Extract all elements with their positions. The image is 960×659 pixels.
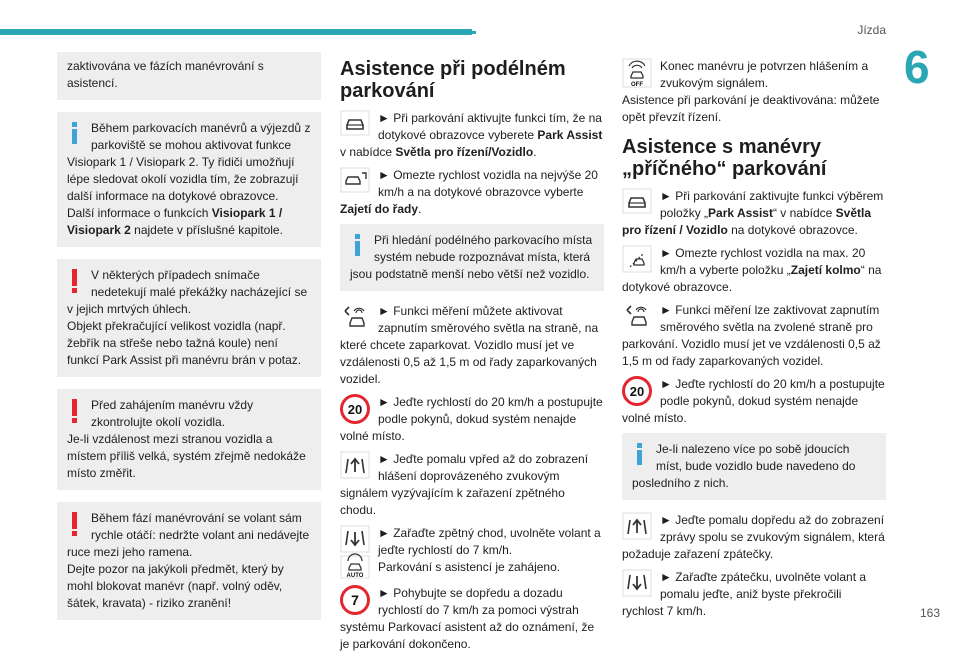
svg-text:OFF: OFF	[631, 82, 643, 88]
header-accent-dot	[472, 31, 476, 34]
step-activate: ► Při parkování aktivujte funkci tím, že na dotykové obrazovce vyberete Park Assist v nabídce Světla pro řízení/Vozidlo.	[340, 111, 603, 159]
warning-icon	[67, 397, 85, 425]
warning-text-2: Dejte pozor na jakýkoli předmět, který by mohl blokovat manévr (např. volný oděv, šátek, kravata) - riziko zranění!	[67, 562, 284, 610]
step-drive-20: 20 ► Jeďte rychlostí do 20 km/h a postupujte podle pokynů, dokud systém nenajde volné místo.	[340, 395, 603, 443]
car-icon	[340, 110, 372, 140]
info-text-2: Další informace o funkcích Visiopark 1 / Visiopark 2 najdete v příslušné kapitole.	[67, 206, 283, 237]
car-icon	[622, 188, 654, 218]
info-text: Během parkovacích manévrů a výjezdů z parkoviště se mohou aktivovat funkce Visiopark 1 / Visiopark 2. Ty řidiči umožňují lépe sledovat okolí vozidla tím, že zobrazují další informace na dotykové obrazovce.	[67, 121, 311, 203]
info-box-multiple-spots	[622, 433, 886, 500]
info-box-spot-size	[340, 224, 604, 291]
warning-icon	[67, 510, 85, 538]
section-heading: Asistence při podélném parkování	[340, 58, 566, 102]
page-number: 163	[919, 606, 940, 620]
reverse-arrow-icon	[622, 569, 654, 599]
warning-text: Během fází manévrování se volant sám rychle otáčí: nedržte volant ani nedávejte ruce mezi jeho ramena.	[67, 511, 310, 559]
indicator-sensor-icon	[622, 302, 654, 332]
sensor-off-icon	[622, 58, 654, 88]
warning-icon	[67, 267, 85, 295]
step-maneuver: 7 ► Pohybujte se dopředu a dozadu rychlostí do 7 km/h za pomoci výstrah systému Parkovací asistent až do oznámení, že je parkování dokončeno.	[340, 586, 595, 651]
header-accent-bar	[0, 29, 472, 35]
column-3	[622, 52, 886, 626]
info-icon	[67, 120, 85, 148]
auto-park-icon	[340, 555, 370, 579]
intro-text: zaktivována ve fázích manévrování s asistencí.	[67, 59, 264, 90]
speed-limit-20-icon	[340, 394, 372, 424]
warning-text: V některých případech snímače nedetekují malé překážky nacházející se v jejich mrtvých úhlech.	[67, 268, 308, 316]
step-indicator: ► Funkci měření lze zaktivovat zapnutím směrového světla na zvolené straně pro parkování. Vozidlo musí jet ve vzdálenosti 0,5 až 1,5 m od řady zaparkovaných vozidel.	[622, 303, 881, 368]
step-speed: ► Omezte rychlost vozidla na nejvýše 20 km/h a na dotykové obrazovce vyberte Zajetí do řady.	[340, 168, 598, 216]
speed-limit-20-icon	[622, 376, 654, 406]
warning-box-sensors	[57, 259, 321, 377]
step-speed: ► Omezte rychlost vozidla na max. 20 km/h a vyberte položku „Zajetí kolmo“ na dotykové obrazovce.	[622, 246, 882, 294]
warning-text-2: Je-li vzdálenost mezi stranou vozidla a místem příliš velká, systém zřejmě nedokáže místo změřit.	[67, 432, 306, 480]
step-forward: ► Jeďte pomalu vpřed až do zobrazení hlášení doprovázeného zvukovým signálem vyzývajícím k zařazení zpětného chodu.	[340, 452, 589, 517]
svg-text:AUTO: AUTO	[346, 573, 364, 579]
section-title: Jízda	[857, 23, 886, 37]
warning-box-surroundings	[57, 389, 321, 490]
indicator-sensor-icon	[340, 303, 372, 333]
step-forward: ► Jeďte pomalu dopředu až do zobrazení zprávy spolu se zvukovým signálem, která požaduje zařazení zpátečky.	[622, 513, 885, 561]
step-reverse: AUTO ► Zařaďte zpětný chod, uvolněte volant a jeďte rychlostí do 7 km/h. Parkování s asistencí je zahájeno.	[340, 525, 604, 579]
warning-text-2: Objekt překračující velikost vozidla (např. žebřík na střeše nebo tažná koule) není funkcí Park Assist při manévru brán v potaz.	[67, 319, 302, 367]
parallel-parking-icon	[340, 167, 372, 197]
speed-limit-7-icon	[340, 585, 372, 615]
speed-limit-label: 7	[351, 592, 359, 608]
column-2	[340, 52, 604, 659]
warning-box-steering	[57, 502, 321, 620]
step-activate: ► Při parkování zaktivujte funkci výběrem položky „Park Assist“ v nabídce Světla pro řízení / Vozidlo na dotykové obrazovce.	[622, 189, 884, 237]
info-text: Je-li nalezeno více po sobě jdoucích míst, bude vozidlo bude navedeno do posledního z nich.	[632, 442, 856, 490]
section-heading: Asistence s manévry „příčného“ parkování	[622, 136, 827, 180]
perpendicular-parking-icon	[622, 245, 654, 275]
reverse-arrow-icon	[340, 525, 372, 577]
continued-box	[57, 52, 321, 100]
chapter-number: 6	[904, 41, 930, 93]
forward-arrow-icon	[340, 451, 372, 481]
step-drive-20: 20 ► Jeďte rychlostí do 20 km/h a postupujte podle pokynů, dokud systém nenajde volné místo.	[622, 377, 885, 425]
info-box-visiopark	[57, 112, 321, 247]
column-1	[57, 52, 321, 632]
forward-arrow-icon	[622, 512, 654, 542]
info-icon	[632, 441, 650, 469]
speed-limit-label: 20	[629, 384, 645, 399]
step-reverse: ► Zařaďte zpátečku, uvolněte volant a pomalu jeďte, aniž byste překročili rychlost 7 km/h.	[622, 570, 867, 618]
speed-limit-label: 20	[347, 402, 363, 417]
warning-text: Před zahájením manévru vždy zkontrolujte okolí vozidla.	[91, 398, 254, 429]
step-indicator: ► Funkci měření můžete aktivovat zapnutím směrového světla na straně, na které chcete zaparkovat. Vozidlo musí jet ve vzdálenosti 0,5 až 1,5 m od řady zaparkovaných vozidel.	[340, 304, 599, 386]
info-icon	[350, 232, 368, 260]
info-text: Při hledání podélného parkovacího místa systém nebude rozpoznávat místa, která jsou podstatně menší nebo větší než vozidlo.	[350, 233, 593, 281]
step-end: OFF Konec manévru je potvrzen hlášením a zvukovým signálem. Asistence při parkování je deaktivována: můžete opět převzít řízení.	[622, 59, 880, 124]
